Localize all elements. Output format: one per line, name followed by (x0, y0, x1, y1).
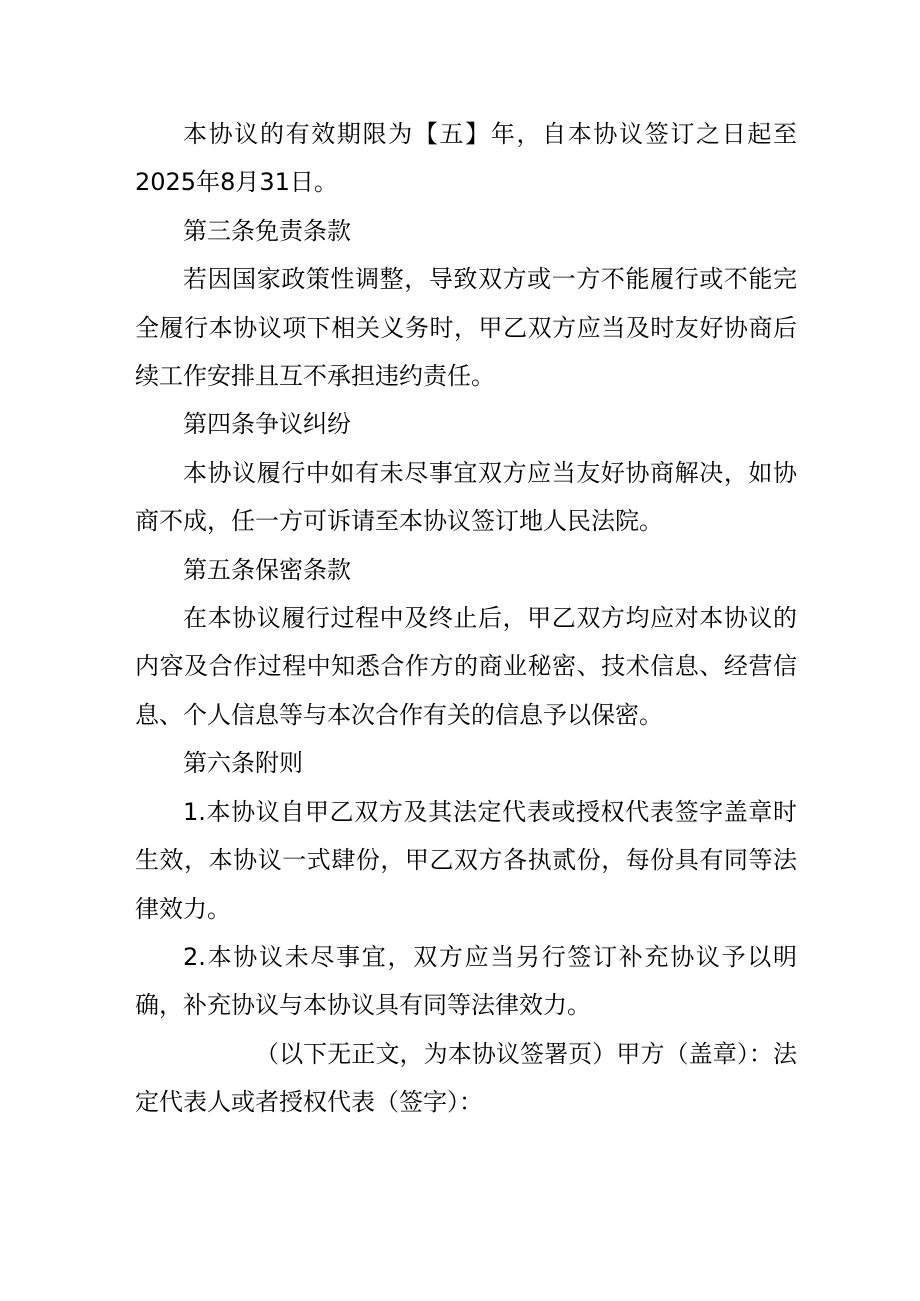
article-5-heading: 第五条保密条款 (183, 555, 351, 584)
article-6-clause-1: 1.本协议自甲乙双方及其法定代表或授权代表签字盖章时生效，本协议一式肆份，甲乙双方各执贰份，每份具有同等法律效力。 (135, 797, 797, 923)
article-6-heading: 第六条附则 (183, 749, 303, 778)
article-3-heading: 第三条免责条款 (183, 216, 351, 245)
article-4-heading: 第四条争议纠纷 (183, 410, 351, 439)
signature-block: （以下无正文，为本协议签署页）甲方（盖章）：法定代表人或者授权代表（签字）： (135, 1039, 797, 1117)
article-6-clause-2: 2.本协议未尽事宜，双方应当另行签订补充协议予以明确，补充协议与本协议具有同等法律效力。 (135, 942, 797, 1020)
document-body (135, 110, 797, 1127)
article-3-text: 若因国家政策性调整，导致双方或一方不能履行或不能完全履行本协议项下相关义务时，甲乙双方应当及时友好协商后续工作安排且互不承担违约责任。 (135, 265, 797, 391)
article-4-text: 本协议履行中如有未尽事宜双方应当友好协商解决，如协商不成，任一方可诉请至本协议签订地人民法院。 (135, 458, 797, 536)
article-5-text: 在本协议履行过程中及终止后，甲乙双方均应对本协议的内容及合作过程中知悉合作方的商业秘密、技术信息、经营信息、个人信息等与本次合作有关的信息予以保密。 (135, 604, 797, 729)
validity-period-paragraph: 本协议的有效期限为【五】年，自本协议签订之日起至2025年8月31日。 (135, 120, 797, 197)
